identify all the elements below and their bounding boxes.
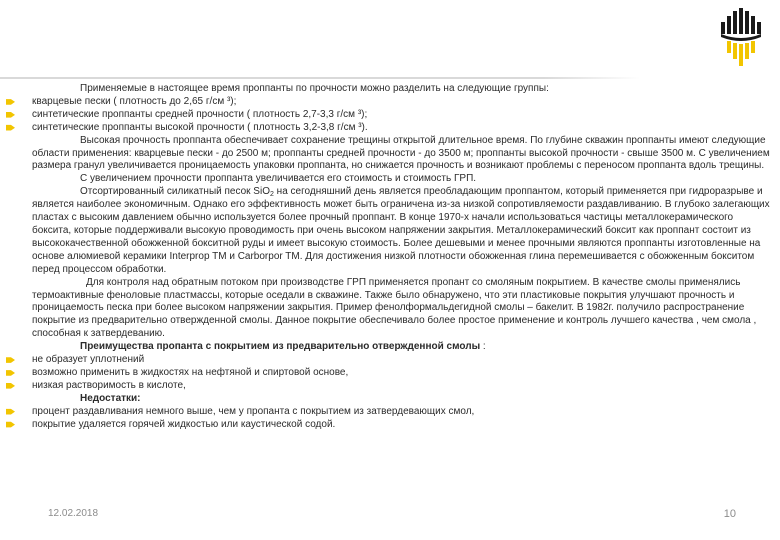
page-number: 10 [723, 508, 736, 520]
bullet-quartz-sand: кварцевые пески ( плотность до 2,65 г/см ³); [32, 96, 772, 109]
paragraph-resin: Для контроля над обратным потоком при производстве ГРП применяется пропант со смоляным покрытием. В качестве смолы применялись термоактивные феноловые пластмассы, которые оседали в скважине. Также было обнаружено, что эти пластиковые покрытия улучшают прочность и проницаемость песка при более высоком напряжении закрытия. Пример фенолформальдегидной смолы – бакелит. В 1982г. получило распространение покрытие из предварительно отвержденной смолы. Данное покрытие обеспечивало более простое применение и контроль лучшего качества , чем смола , способная к затвердеванию. [32, 276, 757, 340]
bullet-oil-alcohol: возможно применить в жидкостях на нефтяной и спиртовой основе, [32, 367, 772, 380]
paragraph-strength: Высокая прочность проппанта обеспечивает сохранение трещины открытой длительное время. По глубине скважин проппанты имеют следующие области применения: кварцевые пески - до 2500 м; проппанты средней прочности - до 3500 м; проппанты высокой прочности - свыше 3500 м. С увеличением размера гранул увеличивается проницаемость упаковки проппанта, но снижается прочность и возникают проблемы с переносом проппанта вдоль трещины. [32, 134, 770, 172]
bullet-high-strength: синтетические проппанты высокой прочности ( плотность 3,2-3,8 г/см ³). [32, 122, 772, 135]
paragraph-sand-a: Отсортированный силикатный песок SiO [80, 186, 270, 198]
bullet-crush-rate: процент раздавливания немного выше, чем у пропанта с покрытием из затвердевающих смол, [32, 406, 772, 419]
heading-disadvantages: Недостатки: [80, 392, 141, 404]
paragraph-sand [32, 186, 772, 276]
paragraph-intro: Применяемые в настоящее время проппанты по прочности можно разделить на следующие группы: [80, 83, 549, 94]
paragraph-cost: С увеличением прочности проппанта увеличивается его стоимость и стоимость ГРП. [80, 173, 477, 185]
bullet-acid-solubility: низкая растворимость в кислоте, [32, 380, 772, 393]
rosneft-logo-icon [718, 8, 764, 66]
heading-advantages-text: Преимущества пропанта с покрытием из предварительно отвержденной смолы [80, 341, 481, 353]
bullet-no-compaction: не образует уплотнений [32, 354, 772, 367]
paragraph-sand-sub: 2 [269, 191, 274, 199]
slide-body [32, 83, 772, 431]
header-divider [0, 77, 640, 79]
heading-advantages-tail: : [482, 341, 486, 353]
footer-date: 12.02.2018 [48, 508, 99, 519]
heading-advantages [32, 341, 772, 354]
bullet-medium-strength: синтетические проппанты средней прочности ( плотность 2,7-3,3 г/см ³); [32, 109, 772, 122]
bullet-coating-removed: покрытие удаляется горячей жидкостью или каустической содой. [32, 419, 772, 432]
paragraph-sand-b: на сегодняшний день является преобладающим проппантом, который применяется при гидроразрыве и является наиболее экономичным. Однако его эффективность может быть ограничена из-за низкой сопротивляемости раздавливанию. В глубоко залегающих пластах с высоким давлением обычно используется более прочный проппант. В конце 1970-х начали использоваться частицы металлокерамического боксита, которые поддерживали высокую проводимость при очень высоком напряжении закрытия. Металлокерамический боксит как проппант состоит из высококачественной обожженной бокситной руды и имеет высокую стоимость. Более дешевыми и менее прочными являются проппанты изготовленные на основе алюмиевой керамики Interprop TM и Carborpor TM. Для достижения низкой плотности обожженная глина перемешивается с обожженным бокситом перед процессом обработки. [32, 186, 770, 275]
